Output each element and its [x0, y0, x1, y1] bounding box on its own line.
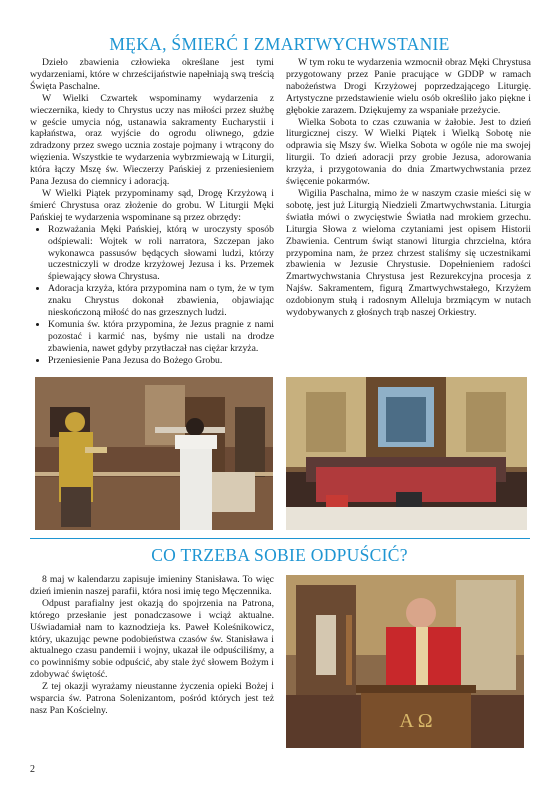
article-column-second: [30, 574, 274, 717]
section-divider: [30, 538, 530, 539]
article-column-right: [286, 57, 531, 319]
photo-passion-play: [35, 377, 273, 530]
photo-priest-preaching: [286, 575, 524, 748]
page-number: 2: [30, 764, 35, 775]
photo-choir-altar: [286, 377, 527, 530]
paragraph: Z tej okazji wyrażamy nieustanne życzenia opieki Bożej i wsparcia św. Patrona Solenizantom, pośród których jest też nasz Pan Kościelny.: [30, 681, 274, 716]
paragraph: Odpust parafialny jest okazją do spojrzenia na Patrona, którego przesłanie jest ponadczasowe i wciąż aktualne. Uświadamiał nam to kaznodzieja ks. Paweł Koleśnikowicz, który, ukazując pewne podobieństwa czasów św. Stanisława i aktualnego czasu pandemii i wojny, ukazał ile odpuściliśmy, a co powinniśmy sobie odpuścić, aby stale żyć słowem Bożym i zdobywać świętość.: [30, 597, 274, 681]
list-item: • Rozważania Męki Pańskiej, którą w uroczysty sposób odśpiewali: Wojtek w roli narratora, Szczepan jako wykonawca passusów będących słowami ludzi, którzy uczestniczyli w drodze krzyżowej Jezusa i ks. Przemek śpiewający słowa Chrystusa.: [48, 224, 274, 284]
list-item: • Komunia św. która przypomina, że Jezus pragnie z nami pozostać i karmić nas, byśmy nie ustali na drodze zbawienia, nawet gdyby przytłaczał nas ciężar krzyża.: [48, 319, 274, 355]
section-title-passion: MĘKA, ŚMIERĆ I ZMARTWYCHWSTANIE: [109, 34, 450, 54]
list-item: • Przeniesienie Pana Jezusa do Bożego Grobu.: [48, 355, 274, 367]
altar-alpha-omega: A Ω: [399, 710, 433, 732]
paragraph: W Wielki Czwartek wspominamy wydarzenia z wieczernika, kiedy to Chrystus uczy nas miłości przez służbę w geście umycia nóg, ustanawia sakramenty Eucharystii i kapłaństwa, oraz wyjście do ogrodu oliwnego, gdzie zdradzony przez swego ucznia zostaje pojmany i wtrącony do więzienia. Wszystkie te wydarzenia wybrzmiewają w Liturgii, która łączy Mszę św. Wieczerzy Pańskiej z przeniesieniem Pana Jezusa do ciemnicy i adoracją.: [30, 92, 274, 188]
article-column-left: [30, 57, 274, 367]
rites-list: [30, 224, 274, 367]
paragraph: Wigilia Paschalna, mimo że w naszym czasie mieści się w sobotę, jest już Liturgią Niedzieli Zmartwychwstania. Liturgia światła mówi o zwycięstwie Światła nad mrokiem grzechu. Liturgia Słowa z wieloma czytaniami jest opisem Historii Zbawienia. Centrum świąt stanowi liturgia chrzcielna, która przypomina nam, że przez chrzest staliśmy się uczestnikami zbawienia w Jezusie Chrystusie. Dopełnieniem radości Zmartwychwstania Chrystusa jest Rezurekcyjna procesja z Najśw. Sakramentem, figurą Zmartwychwstałego, Krzyżem ozdobionym stułą i radosnym Alleluja brzmiącym w nutach wydobywanych z głośnych trąb naszej Orkiestry.: [286, 187, 531, 319]
paragraph: 8 maj w kalendarzu zapisuje imieniny Stanisława. To więc dzień imienin naszej parafii, która nosi imię tego Męczennika.: [30, 574, 274, 597]
paragraph: W Wielki Piątek przypominamy sąd, Drogę Krzyżową i śmierć Chrystusa oraz złożenie do grobu. W Liturgii Męki Pańskiej te wydarzenia wspominane są przez obrzędy:: [30, 187, 274, 223]
section-title-forgiveness: CO TRZEBA SOBIE ODPUŚCIĆ?: [151, 545, 408, 565]
paragraph: Wielka Sobota to czas czuwania w żałobie. Jest to dzień liturgicznej ciszy. W Wielki Piątek i Wielką Sobotę nie odprawia się Mszy św. Wielka Sobota w ogóle nie ma swojej liturgii. To dzień adoracji przy grobie Jezusa, adorowania krzyża, i przygotowania do dnia Zmartwychwstania przez święcenie pokarmów.: [286, 116, 531, 188]
list-item: • Adoracja krzyża, która przypomina nam o tym, że w tym znaku Chrystus dokonał zbawienia, objawiając nieskończoną miłość do nas grzesznych ludzi.: [48, 283, 274, 319]
paragraph: W tym roku te wydarzenia wzmocnił obraz Męki Chrystusa przygotowany przez Panie pracujące w GDDP w ramach nabożeństwa Drogi Krzyżowej poprzedzającego Liturgię. Artystyczne przedstawienie wielu osób określiło jako piękne i głębokie zarazem. Dziękujemy za wspaniałe przeżycie.: [286, 57, 531, 116]
paragraph: Dzieło zbawienia człowieka określane jest tymi wydarzeniami, które w chrześcijaństwie napełniają swą treścią Święta Paschalne.: [30, 57, 274, 92]
